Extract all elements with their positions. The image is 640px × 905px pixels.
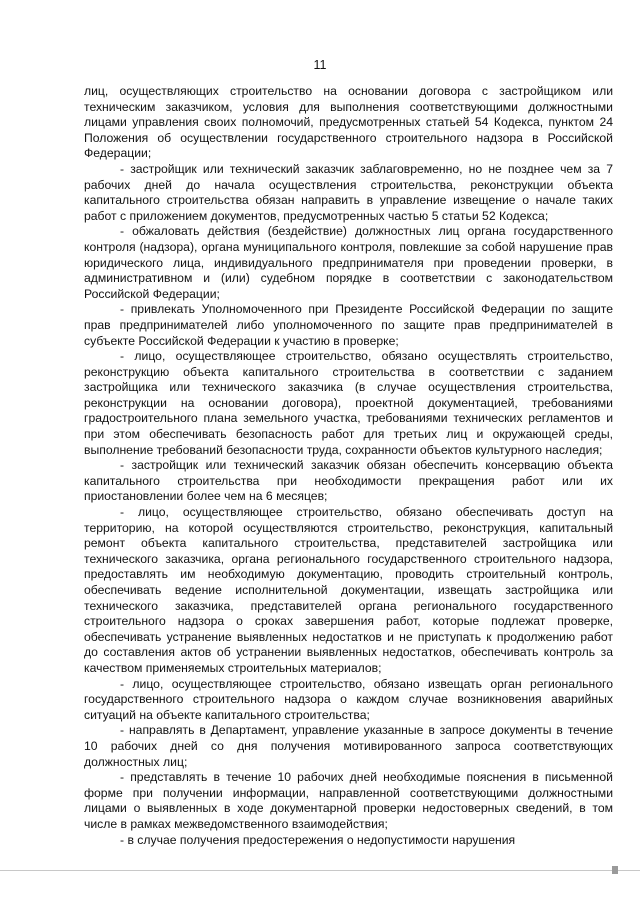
page-number: 11 (313, 58, 327, 72)
paragraph: - в случае получения предостережения о недопустимости нарушения (120, 832, 516, 847)
paragraph: - лицо, осуществляющее строительство, обязано осуществлять строительство, реконструкцию объекта капитального строительства в соответствии с заданием застройщика или технического заказчика (в случае осуществления строительства, реконструкции на основании договора), проектной документацией, требованиями градостроительного плана земельного участка, требованиями технических регламентов и при этом обеспечивать безопасность работ для третьих лиц и окружающей среды, выполнение требований безопасности труда, сохранности объектов культурного наследия; (84, 349, 613, 457)
paragraph: лиц, осуществляющих строительство на основании договора с застройщиком или техническим заказчиком, условия для выполнения соответствующими должностными лицами управления своих полномочий, предусмотренных статьей 54 Кодекса, пунктом 24 Положения об осуществлении государственного строительного надзора в Российской Федерации; (84, 84, 613, 161)
paragraph: - застройщик или технический заказчик заблаговременно, но не позднее чем за 7 рабочих дней до начала осуществления строительства, реконструкции объекта капитального строительства обязан направить в управление извещение о начале таких работ с приложением документов, предусмотренных частью 5 статьи 52 Кодекса; (84, 161, 613, 223)
paragraph: - лицо, осуществляющее строительство, обязано обеспечивать доступ на территорию, на которой осуществляются строительство, реконструкция, капитальный ремонт объекта капитального строительства, представителей застройщика или технического заказчика, органа регионального государственного строительного надзора, предоставлять им необходимую документацию, проводить строительный контроль, обеспечивать ведение исполнительной документации, извещать застройщика или технического заказчика, представителей органа регионального государственного строительного надзора о сроках завершения работ, которые подлежат проверке, обеспечивать устранение выявленных недостатков и не приступать к продолжению работ до составления актов об устранении выявленных недостатков, обеспечивать контроль за качеством применяемых строительных материалов; (84, 505, 613, 675)
document-body (84, 84, 613, 848)
paragraph: - привлекать Уполномоченного при Президенте Российской Федерации по защите прав предпринимателей либо уполномоченного по защите прав предпринимателей в субъекте Российской Федерации к участию в проверке; (84, 302, 613, 348)
paragraph: - лицо, осуществляющее строительство, обязано извещать орган регионального государственного строительного надзора о каждом случае возникновения аварийных ситуаций на объекте капитального строительства; (84, 676, 613, 722)
scan-edge-line (0, 870, 640, 871)
paragraph: - представлять в течение 10 рабочих дней необходимые пояснения в письменной форме при получении информации, направленной соответствующими должностными лицами о выявленных в ходе документарной проверки недостоверных сведений, в том числе в рамках межведомственного взаимодействия; (84, 770, 613, 831)
paragraph: - направлять в Департамент, управление указанные в запросе документы в течение 10 рабочих дней со дня получения мотивированного запроса соответствующих должностных лиц; (84, 723, 613, 769)
scan-edge-mark (612, 866, 618, 874)
paragraph: - обжаловать действия (бездействие) должностных лиц органа государственного контроля (надзора), органа муниципального контроля, повлекшие за собой нарушение прав юридического лица, индивидуального предпринимателя при проведении проверки, в административном и (или) судебном порядке в соответствии с законодательством Российской Федерации; (84, 224, 613, 301)
paragraph: - застройщик или технический заказчик обязан обеспечить консервацию объекта капитального строительства при необходимости прекращения работ или их приостановлении более чем на 6 месяцев; (84, 458, 613, 504)
